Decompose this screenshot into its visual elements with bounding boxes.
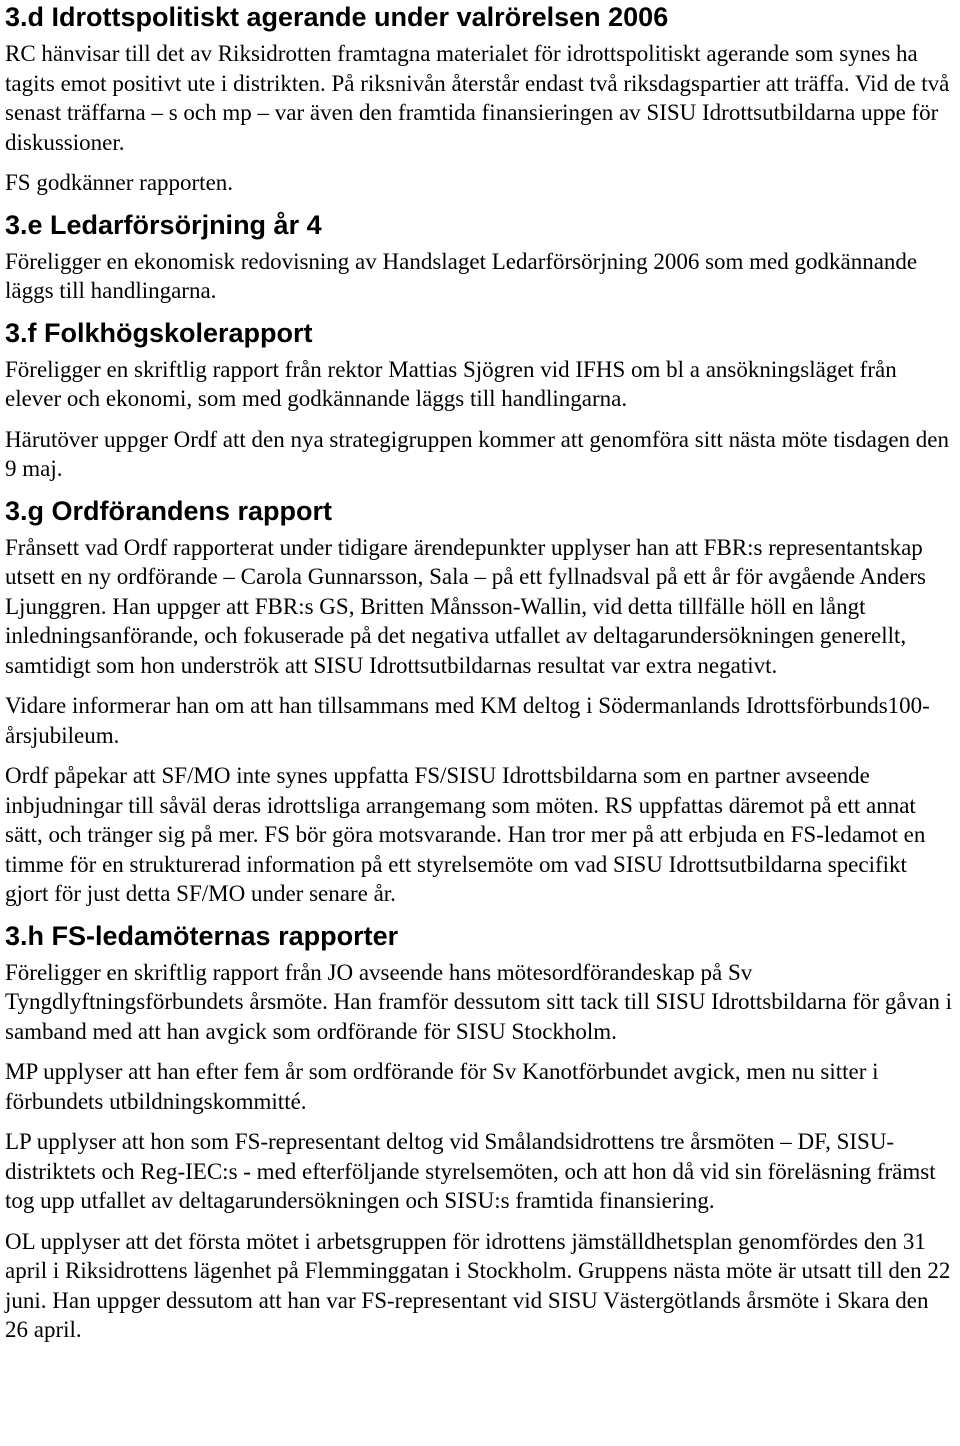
paragraph: Ordf påpekar att SF/MO inte synes uppfatta FS/SISU Idrottsbildarna som en partner avseende inbjudningar till såväl deras idrottsliga arrangemang som möten. RS uppfattas däremot på ett annat sätt, och tränger sig på mer. FS bör göra motsvarande. Han tror mer på att erbjuda en FS-ledamot en timme för en strukturerad information på ett styrelsemöte om vad SISU Idrottsutbildarna specifikt gjort för just detta SF/MO under senare år.	[5, 763, 926, 906]
document-page	[5, 0, 955, 1345]
section-heading-3g: 3.g Ordförandens rapport	[5, 495, 333, 526]
paragraph: Härutöver uppger Ordf att den nya strategigruppen kommer att genomföra sitt nästa möte tisdagen den 9 maj.	[5, 426, 949, 481]
paragraph: Vidare informerar han om att han tillsammans med KM deltog i Södermanlands Idrottsförbunds100-årsjubileum.	[5, 693, 930, 748]
paragraph: OL upplyser att det första mötet i arbetsgruppen för idrottens jämställdhetsplan genomfördes den 31 april i Riksidrottens lägenhet på Flemminggatan i Stockholm. Gruppens nästa möte är utsatt till den 22 juni. Han uppger dessutom att han var FS-representant vid SISU Västergötlands årsmöte i Skara den 26 april.	[5, 1228, 951, 1342]
paragraph: Föreligger en skriftlig rapport från JO avseende hans mötesordförandeskap på Sv Tyngdlyftningsförbundets årsmöte. Han framför dessutom sitt tack till SISU Idrottsbildarna för gåvan i samband med att han avgick som ordförande för SISU Stockholm.	[5, 959, 952, 1044]
section-heading-3e: 3.e Ledarförsörjning år 4	[5, 209, 322, 240]
paragraph: Föreligger en skriftlig rapport från rektor Mattias Sjögren vid IFHS om bl a ansökningsläget från elever och ekonomi, som med godkännande läggs till handlingarna.	[5, 356, 897, 411]
paragraph: Föreligger en ekonomisk redovisning av Handslaget Ledarförsörjning 2006 som med godkännande läggs till handlingarna.	[5, 248, 918, 303]
paragraph: Frånsett vad Ordf rapporterat under tidigare ärendepunkter upplyser han att FBR:s representantskap utsett en ny ordförande – Carola Gunnarsson, Sala – på ett fyllnadsval på ett år för avgående Anders Ljunggren. Han uppger att FBR:s GS, Britten Månsson-Wallin, vid detta tillfälle höll en långt inledningsanförande, och fokuserade på det negativa utfallet av deltagarundersökningen generellt, samtidigt som hon underströk att SISU Idrottsutbildarnas resultat var extra negativt.	[5, 534, 926, 678]
paragraph: RC hänvisar till det av Riksidrotten framtagna materialet för idrottspolitiskt agerande som synes ha tagits emot positivt ute i distrikten. På riksnivån återstår endast två riksdagspartier att träffa. Vid de två senast träffarna – s och mp – var även den framtida finansieringen av SISU Idrottsutbildarna uppe för diskussioner.	[5, 41, 950, 155]
paragraph: MP upplyser att han efter fem år som ordförande för Sv Kanotförbundet avgick, men nu sitter i förbundets utbildningskommitté.	[5, 1059, 879, 1114]
paragraph: FS godkänner rapporten.	[5, 170, 234, 195]
paragraph: LP upplyser att hon som FS-representant deltog vid Smålandsidrottens tre årsmöten – DF, SISU-distriktets och Reg-IEC:s - med efterföljande styrelsemöten, och att hon då vid sin föreläsning främst tog upp utfallet av deltagarundersökningen och SISU:s framtida finansiering.	[5, 1129, 936, 1213]
section-heading-3d: 3.d Idrottspolitiskt agerande under valrörelsen 2006	[5, 2, 669, 32]
section-heading-3h: 3.h FS-ledamöternas rapporter	[5, 920, 399, 951]
section-heading-3f: 3.f Folkhögskolerapport	[5, 317, 313, 348]
